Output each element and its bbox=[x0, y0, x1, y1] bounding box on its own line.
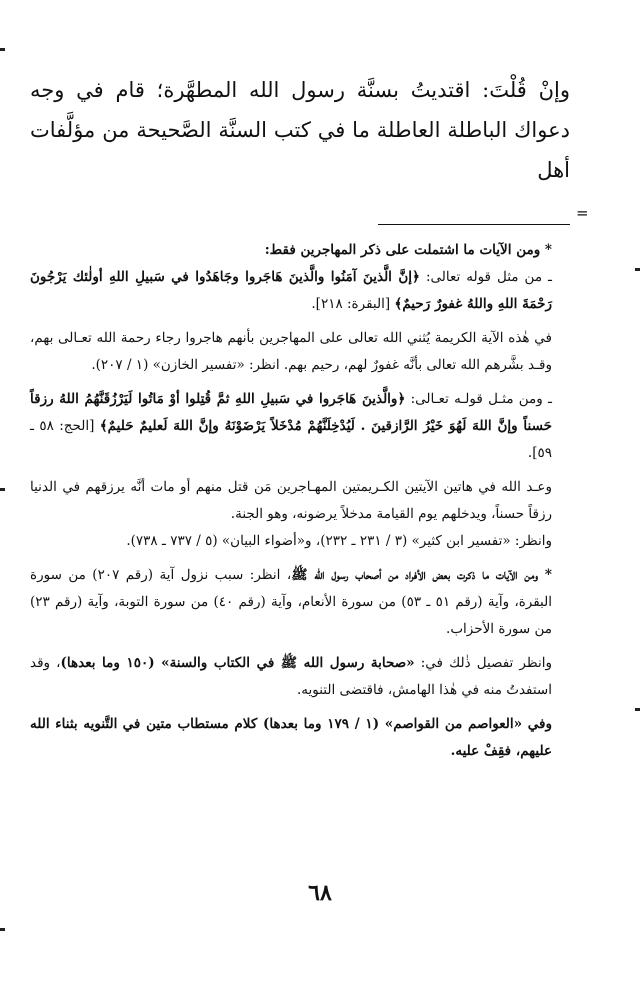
scan-edge-mark bbox=[0, 48, 5, 51]
footnotes bbox=[30, 237, 570, 765]
source-intro: وانظر تفصيل ذٰلك في: bbox=[420, 655, 552, 671]
companions-verse-list: ، انظر: سبب نزول آية (رقم ٢٠٧) من سورة البقرة، وآية (رقم ٥١ ـ ٥٣) من سورة الأنعام، وآية (رقم ٤٠) من سورة التوبة، وآية (رقم ٢٣) من سورة الأحزاب. bbox=[30, 567, 552, 637]
footnote-heading-companions: * ومن الآيات ما ذكرت بعض الأفراد من أصحاب رسول الله ﷺ bbox=[291, 567, 552, 583]
quran-verse-2: ﴿والَّذينَ هَاجَروا في سَبيلِ اللهِ ثمَّ قُتِلوا أوْ مَاتُوا لَيَرْزُقَنَّهُمُ اللهُ رزقاً حَسناً وإنَّ اللهَ لَهُوَ خَيْرُ الرَّازقينَ . لَيُدْخِلَنَّهُمْ مُدْخَلاً يَرْضَوْنَهُ وإنَّ اللهَ لَعليمٌ حَليمٌ﴾ bbox=[30, 391, 553, 434]
page-body bbox=[30, 70, 570, 765]
source-book-title: «صحابة رسول الله ﷺ في الكتاب والسنة» (١٥٠ وما بعدها) bbox=[60, 655, 415, 671]
footnote-separator bbox=[378, 224, 570, 225]
scan-edge-mark bbox=[635, 268, 640, 271]
verse-1-intro: ـ من مثل قوله تعالى: bbox=[425, 269, 553, 285]
quran-verse-1: ﴿إنَّ الَّذينَ آمَنُوا والَّذينَ هَاجَروا وجَاهَدُوا في سَبيلِ اللهِ أولٰئك يَرْجُونَ رَحْمَةَ اللهِ واللهُ غفورٌ رَحيمٌ﴾ bbox=[30, 269, 552, 312]
verse-2-intro: ـ ومن مثـل قولـه تعـالى: bbox=[410, 391, 552, 407]
footnote-verse-1-paragraph bbox=[30, 264, 570, 318]
footnote-reference-list: وانظر: «تفسير ابن كثير» (٣ / ٢٣١ ـ ٢٣٢)، و«أضواء البيان» (٥ / ٧٣٧ ـ ٧٣٨). bbox=[126, 533, 552, 549]
footnote-continuation-marker: = bbox=[576, 204, 589, 222]
footnote-commentary-2: وعـد الله في هاتين الآيتين الكـريمتين المهـاجرين مَن قتل منهم أو مات أنَّه يرزقهم في الدنيا رزقاً حسناً، ويدخلهم يوم القيامة مدخلاً يرضونه، وهو الجنة. bbox=[30, 479, 552, 522]
verse-1-reference: [البقرة: ٢١٨]. bbox=[311, 296, 391, 312]
main-text bbox=[30, 70, 570, 190]
closing-line-1: وفي «العواصم من القواصم» (١ / ١٧٩ وما بعدها) كلام مستطاب متين في bbox=[122, 716, 552, 732]
source-note: ، وقد استفدتُ منه في هٰذا الهامش، فاقتضى التنويه. bbox=[30, 655, 552, 698]
footnote-source-paragraph bbox=[30, 650, 570, 704]
scan-edge-mark bbox=[0, 928, 5, 931]
main-text-line-2: دعواك الباطلة العاطلة ما في كتب السنَّة الصَّحيحة من مؤلَّفات أهل bbox=[30, 118, 570, 182]
scan-edge-mark bbox=[635, 708, 640, 711]
footnote-verse-2-paragraph bbox=[30, 386, 570, 467]
closing-line-2: التَّنويه بثناء الله عليهم، فقِفْ عليه. bbox=[30, 716, 552, 759]
footnote-heading-muhajirin: * ومن الآيات ما اشتملت على ذكر المهاجرين فقط: bbox=[264, 242, 552, 258]
footnote-closing-paragraph bbox=[30, 711, 570, 765]
scan-edge-mark bbox=[0, 488, 5, 491]
footnote-commentary-1: في هٰذه الآية الكريمة يُثني الله تعالى على المهاجرين بأنهم هاجروا رجاء رحمة الله تعـالى بهم، وقـد بشَّرهم الله تعالى بأنَّه غفورٌ لهم، رحيم بهم. انظر: «تفسير الخازن» (١ / ٢٠٧). bbox=[30, 330, 552, 373]
main-text-line-1: وإنْ قُلْتَ: اقتديتُ بسنَّة رسول الله المطهَّرة؛ قام في وجه bbox=[30, 78, 570, 102]
page-number: ٦٨ bbox=[308, 880, 332, 906]
footnote-companions-paragraph bbox=[30, 562, 570, 643]
verse-2-reference: [الحج: ٥٨ ـ ٥٩]. bbox=[30, 418, 552, 461]
